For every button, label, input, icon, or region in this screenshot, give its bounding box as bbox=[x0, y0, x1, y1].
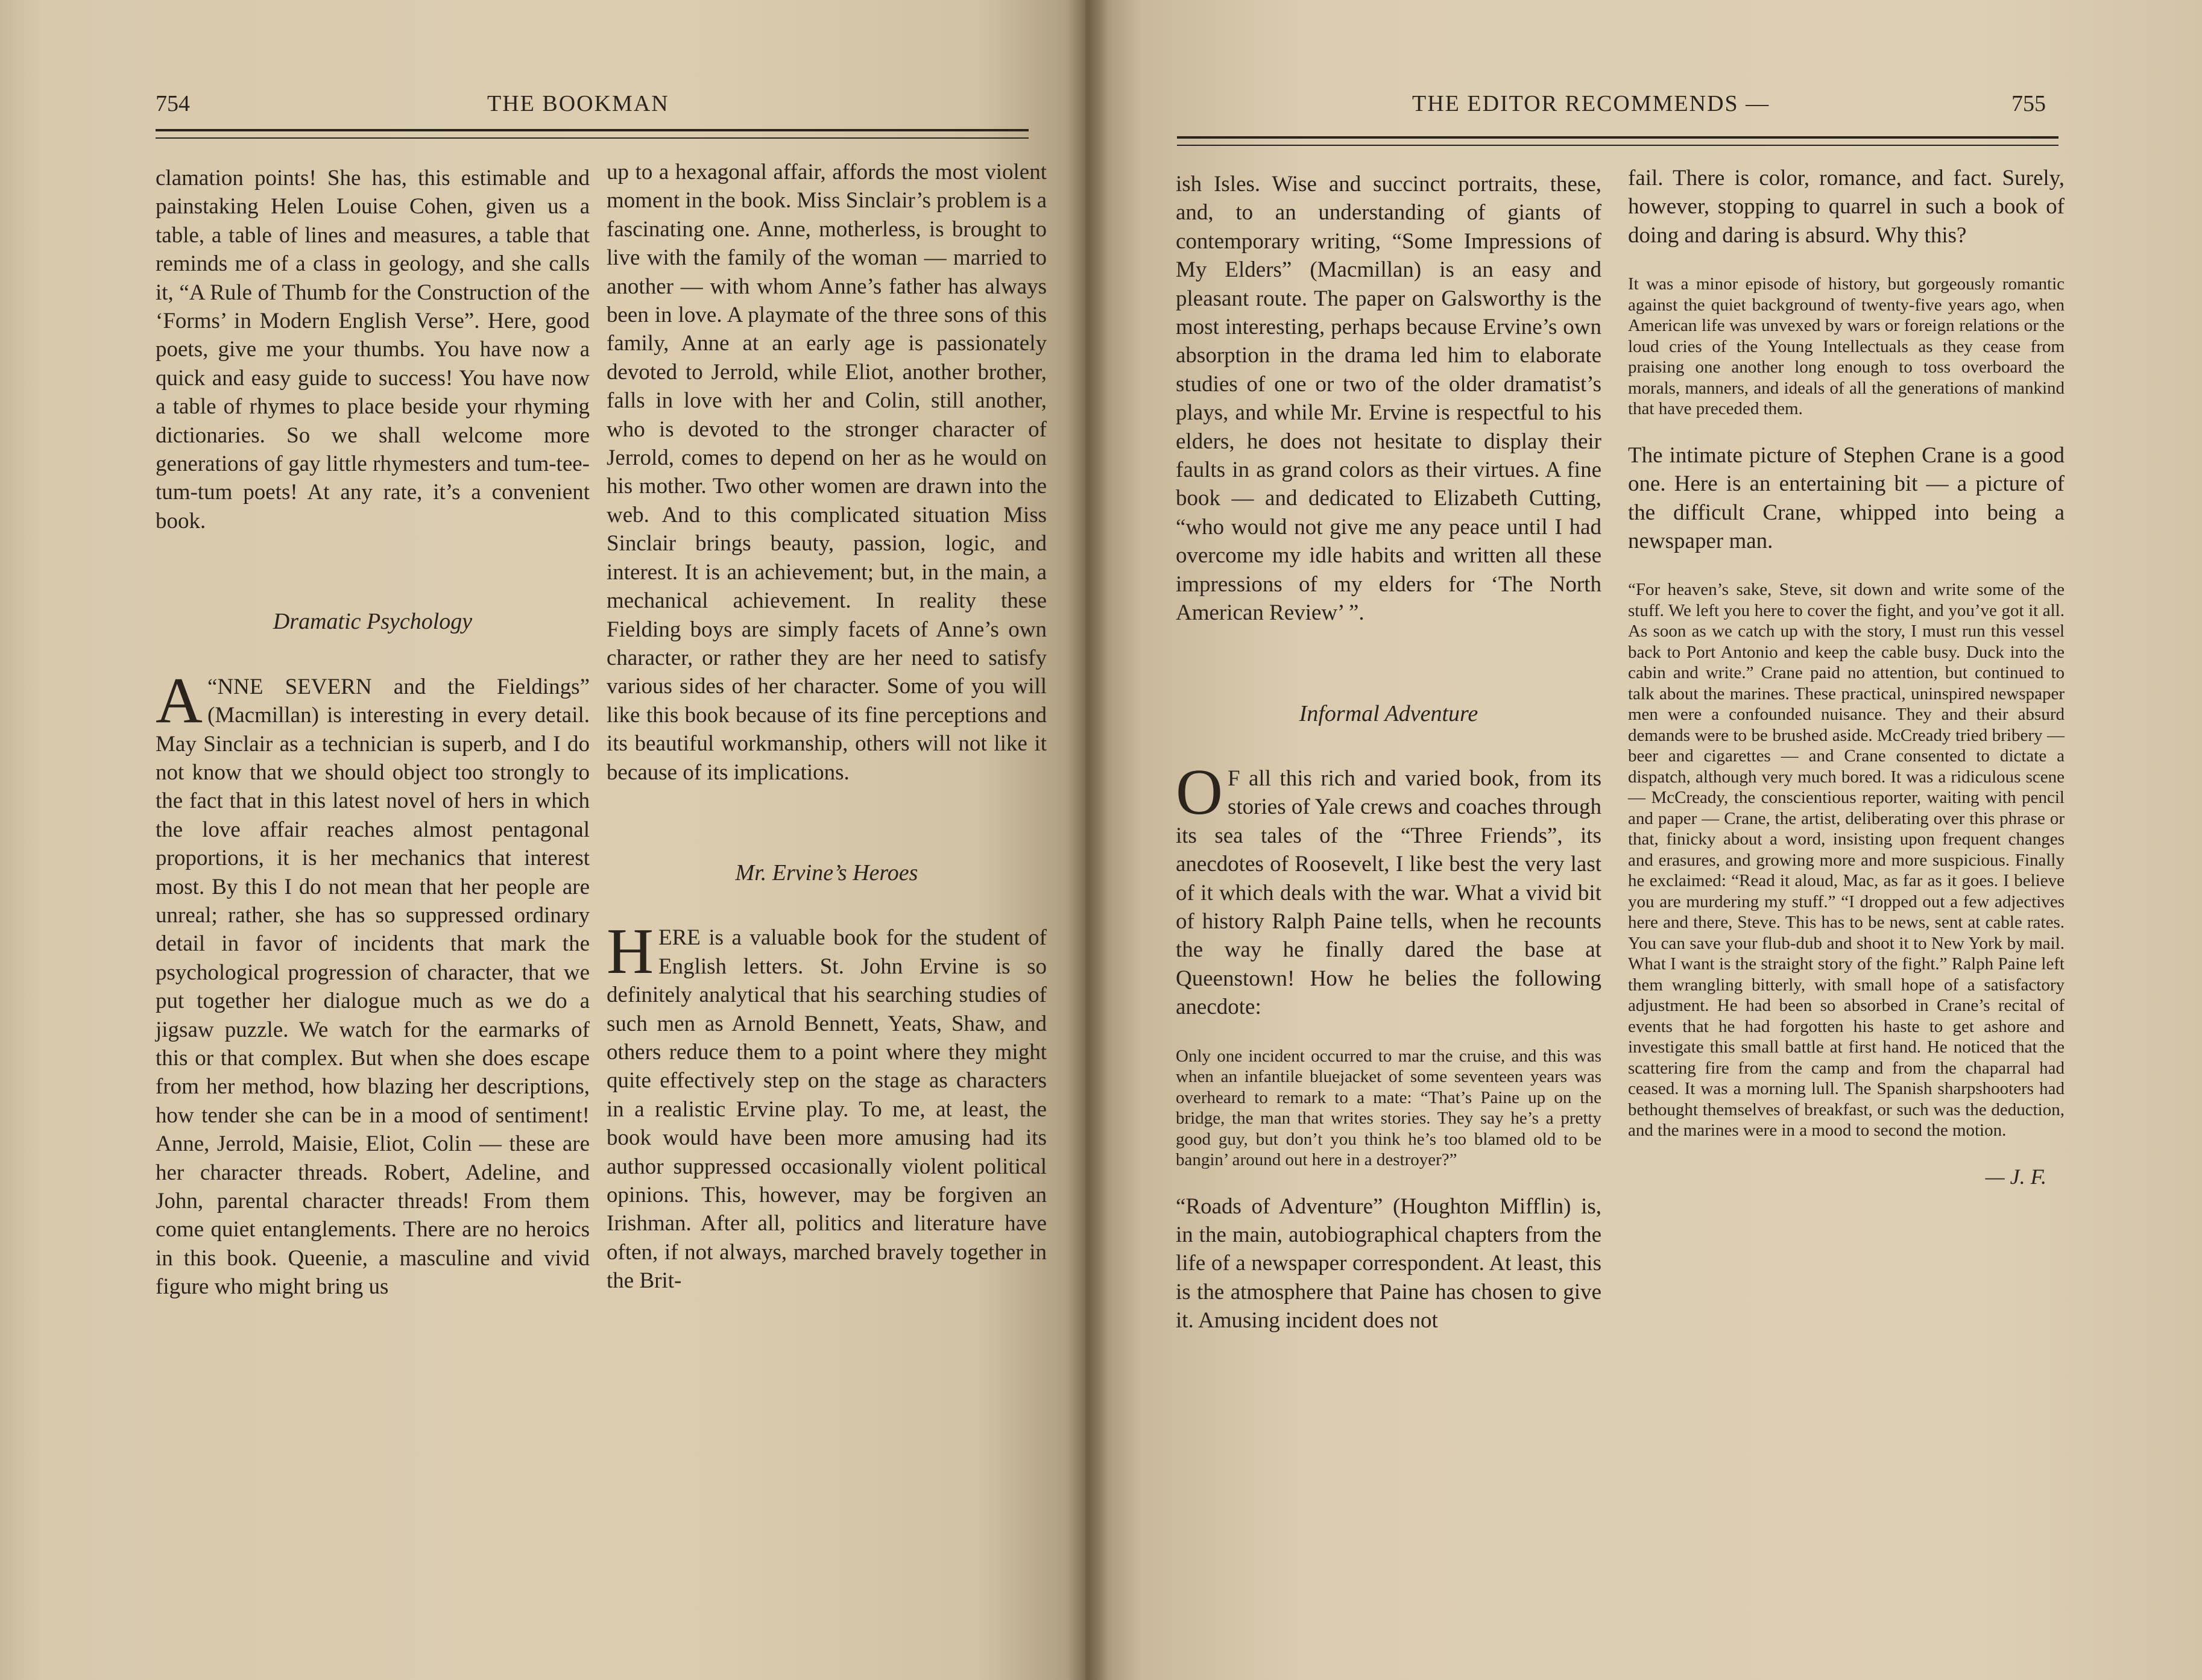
paragraph-text: F all this rich and varied book, from its stories of Yale crews and coaches through its sea tales of the “Three Friends”, its anecdotes of Roosevelt, I like best the very last of it which deals with the war. What a vivid bit of history Ralph Paine tells, when he recounts the way he finally dared the base at Queenstown! How he belies the following anecdote: bbox=[1176, 766, 1601, 1020]
paragraph: up to a hexagonal affair, affords the most violent moment in the book. Miss Sinclair’s problem is a fascinating one. Anne, motherless, is brought to live with the family of the woman — married to another — with whom Anne’s father has always been in love. A playmate of the three sons of this family, Anne at an early age is passionately devoted to Jerrold, while Eliot, another brother, falls in love with her and Colin, still another, who is devoted to the stronger character of Jerrold, comes to depend on her as he would on his mother. Two other women are drawn into the web. And to this complicated situation Miss Sinclair brings beauty, passion, logic, and interest. It is an achievement; but, in the main, a mechanical achievement. In reality these Fielding boys are simply facets of Anne’s own character, or rather they are her need to satisfy various sides of her character. Some of you will like this book because of its fine perceptions and its beautiful workmanship, others will not like it because of its implications. bbox=[607, 160, 1047, 785]
left-page bbox=[0, 0, 1085, 1680]
block-quote: “For heaven’s sake, Steve, sit down and write some of the stuff. We left you here to cover the fight, and you’ve got it all. As soon as we catch up with the story, I must run this vessel back to Port Antonio and keep the cable busy. Duck into the cabin and write.” Crane paid no attention, but continued to talk about the marines. These practical, uninspired newspaper men were a confounded nuisance. They and their absurd demands were to be brushed aside. McCready tried bribery — beer and cigarettes — and Crane consented to dictate a dispatch, although very much bored. It was a ridiculous scene — McCready, the conscientious reporter, waiting with pencil and paper — Crane, the artist, deliberating over this phrase or that, finicky about a word, insisting upon frequent changes and erasures, and growing more and more suspicious. Finally he exclaimed: “Read it aloud, Mac, as far as it goes. I believe you are murdering my stuff.” “I dropped out a few adjectives here and there, Steve. This has to be news, sent at cable rates. You can save your flub-dub and shoot it to New York by mail. What I want is the straight story of the fight.” Ralph Paine left them wrangling bitterly, with small hope of a satisfactory adjustment. He had been so absorbed in Crane’s recital of events that he had forgotten his haste to get ashore and investigate this small battle at first hand. He noticed that the scattering fire from the camp and from the chaparral had ceased. It was a morning lull. The Spanish sharpshooters had bethought themselves of breakfast, or such was the deduction, and the marines were in a mood to second the motion. bbox=[1628, 580, 2065, 1140]
paragraph: The intimate picture of Stephen Crane is a good one. Here is an entertaining bit — a picture of the difficult Crane, whipped into being a newspaper man. bbox=[1628, 442, 2065, 553]
running-head: THE EDITOR RECOMMENDS — bbox=[1412, 91, 1770, 116]
column-right-1 bbox=[1176, 170, 1601, 1335]
drop-cap: O bbox=[1176, 756, 1223, 828]
paragraph bbox=[607, 916, 1047, 1295]
column-left-1 bbox=[156, 164, 590, 1301]
section-title: Dramatic Psychology bbox=[273, 609, 473, 635]
running-head: THE BOOKMAN bbox=[487, 91, 669, 116]
page-number: 754 bbox=[156, 91, 190, 116]
section-title: Informal Adventure bbox=[1299, 700, 1478, 726]
column-left-2 bbox=[607, 158, 1047, 1295]
paragraph bbox=[156, 664, 590, 1301]
column-right-2 bbox=[1628, 164, 2065, 1191]
header-rule bbox=[156, 129, 1029, 139]
drop-cap: A bbox=[156, 664, 203, 737]
right-page bbox=[1085, 0, 2202, 1680]
block-quote: Only one incident occurred to mar the cruise, and this was when an infantile bluejacket of some seventeen years was overheard to remark to a mate: “That’s Paine up on the bridge, the man that writes stories. They say he’s a pretty good guy, but don’t you think he’s too blamed old to be bangin’ around out here in a destroyer?” bbox=[1176, 1046, 1601, 1170]
open-quote: “ bbox=[207, 674, 218, 699]
section-title: Mr. Ervine’s Heroes bbox=[735, 860, 918, 886]
drop-cap: H bbox=[607, 916, 654, 988]
page-number: 755 bbox=[2011, 91, 2046, 116]
book-gutter bbox=[1067, 0, 1109, 1680]
paragraph: ish Isles. Wise and succinct portraits, these, and, to an understanding of giants of contemporary writing, “Some Impressions of My Elders” (Macmillan) is an easy and pleasant route. The paper on Galsworthy is the most interesting, perhaps because Ervine’s own absorption in the drama led him to elaborate studies of one or two of the older dramatist’s plays, and while Mr. Ervine is respectful to his elders, he does not hesitate to display their faults in as grand colors as their virtues. A fine book — and dedicated to Elizabeth Cutting, “who would not give me any peace until I had overcome my idle habits and written all these impressions of my elders for ‘The North American Review’ ”. bbox=[1176, 172, 1601, 626]
paragraph bbox=[1176, 756, 1601, 1022]
paragraph: “Roads of Adventure” (Houghton Mifflin) is, in the main, autobiographical chapters from the life of a newspaper correspondent. At least, this is the atmosphere that Paine has chosen to give it. Amusing incident does not bbox=[1176, 1194, 1601, 1333]
paragraph: clamation points! She has, this estimable and painstaking Helen Louise Cohen, given us a table, a table of lines and measures, a table that reminds me of a class in geology, and she calls it, “A Rule of Thumb for the Construction of the ‘Forms’ in Modern English Verse”. Here, good poets, give me your thumbs. You have now a quick and easy guide to success! You have now a table of rhymes to place beside your rhyming dictionaries. So we shall welcome more generations of gay little rhymesters and tum-tee-tum-tum poets! At any rate, it’s a convenient book. bbox=[156, 166, 590, 533]
paragraph-text: NNE SEVERN and the Fieldings” (Macmillan) is interesting in every detail. May Sinclair as a technician is superb, and I do not know that we should object too strongly to the fact that in this latest novel of hers in which the love affair reaches almost pentagonal proportions, it is her mechanics that interest most. By this I do not mean that her people are unreal; rather, she has so suppressed ordinary detail in favor of incidents that mark the psychological progression of character, that we put together her dialogue much as we do a jigsaw puzzle. We watch for the earmarks of this or that complex. But when she does escape from her method, how blazing her descriptions, how tender she can be in a mood of sentiment! Anne, Jerrold, Maisie, Eliot, Colin — these are her character threads. Robert, Adeline, and John, parental character threads! From them come quiet entanglements. There are no heroics in this book. Queenie, a masculine and vivid figure who might bring us bbox=[156, 674, 590, 1300]
paragraph: fail. There is color, romance, and fact. Surely, however, stopping to quarrel in such a book of doing and daring is absurd. Why this? bbox=[1628, 166, 2065, 248]
paragraph-text: ERE is a valuable book for the student of English letters. St. John Ervine is so definitely analytical that his searching studies of such men as Arnold Bennett, Yeats, Shaw, and others reduce them to a point where they might quite effectively step on the stage as characters in a realistic Ervine play. To me, at least, the book would have been more amusing had its author suppressed occasionally violent political opinions. This, however, may be forgiven an Irishman. After all, politics and literature have often, if not always, marched bravely together in the Brit- bbox=[607, 925, 1047, 1294]
block-quote: It was a minor episode of history, but gorgeously romantic against the quiet background of twenty-five years ago, when American life was unvexed by wars or foreign relations or the loud cries of the Young Intellectuals as they cease from praising one another long enough to toss overboard the morals, manners, and ideals of all the generations of mankind that have preceded them. bbox=[1628, 274, 2065, 419]
header-rule bbox=[1177, 136, 2058, 146]
signature: — J. F. bbox=[1985, 1164, 2046, 1189]
